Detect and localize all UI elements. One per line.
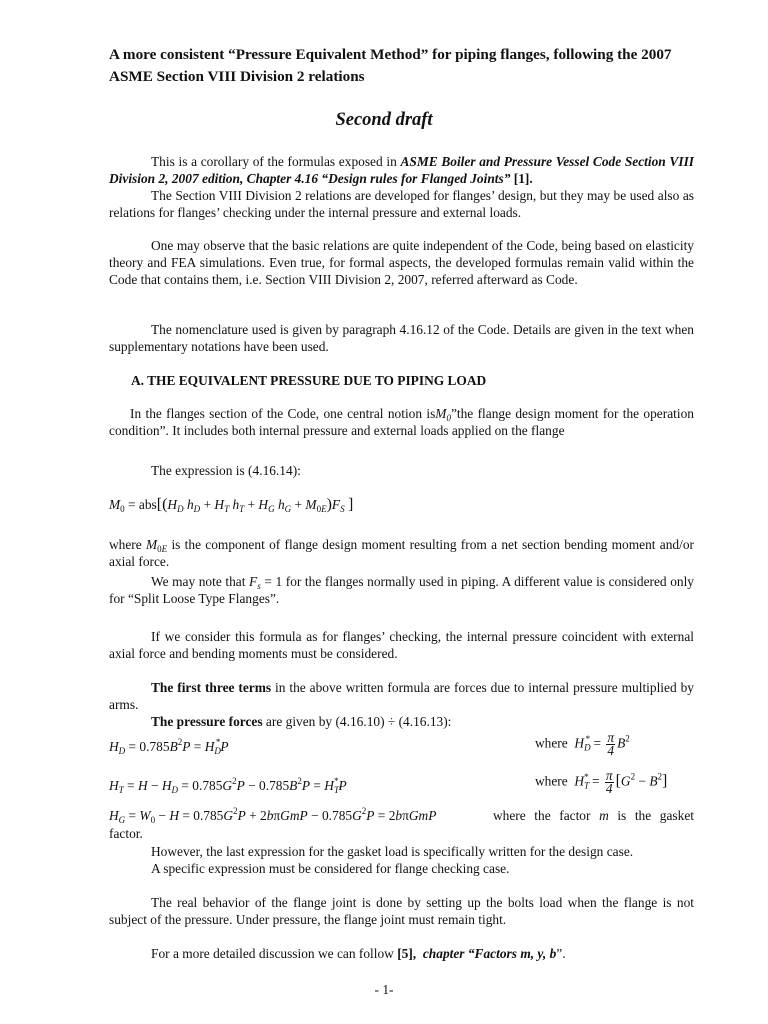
formula-m0: $M_0 = abs[(H_D$ $h_D + H_T$ $h_T + H_G$ $h_G + M_{0E})F_S$ ] — [109, 496, 354, 514]
formula-ht: $H_T = H - H_D = 0.785G^2P - 0.785B^2P = H_T^*P$ — [109, 776, 347, 795]
section-a-paragraph-6: The first three terms in the above written formula are forces due to internal pressure multiplied by arms. — [109, 680, 694, 712]
section-a-paragraph-8: However, the last expression for the gasket load is specifically written for the design case. — [151, 844, 634, 859]
formula-hg: $H_G = W_0 - H = 0.785G^2P + 2b\pi GmP - 0.785G^2P = 2b\pi GmP$ — [109, 806, 437, 825]
section-a-heading: A. THE EQUIVALENT PRESSURE DUE TO PIPING LOAD — [131, 373, 487, 388]
intro-paragraph-3: One may observe that the basic relations are quite independent of the Code, being based on elasticity theory and FEA simulations. Even true, for formal aspects, the developed formulas remain valid within the Code that contains them, i.e. Section VIII Division 2, 2007, referred afterward as Code. — [109, 238, 694, 287]
section-a-paragraph-9: A specific expression must be considered for flange checking case. — [151, 861, 510, 876]
document-subtitle: Second draft — [335, 110, 433, 130]
section-a-paragraph-11: For a more detailed discussion we can follow [5], chapter “Factors m, y, b”. — [151, 946, 566, 961]
section-a-paragraph-4: We may note that $F_s = 1$ for the flanges normally used in piping. A different value is considered only for “Split Loose Type Flanges”. — [109, 574, 695, 606]
formula-hd: $H_D = 0.785B^2P = H_D^*P$ — [109, 737, 229, 756]
m0-symbol: $M_0$ — [435, 406, 451, 423]
section-a-paragraph-3: where $M_{0E}$ is the component of flange design moment resulting from a net section bending moment and/or axial force. — [109, 537, 694, 569]
page-number: - 1- — [374, 982, 394, 997]
intro-paragraph-1: This is a corollary of the formulas exposed in ASME Boiler and Pressure Vessel Code Section VIII Division 2, 2007 edition, Chapter 4.16 “Design rules for Flanged Joints” [1]. — [109, 154, 694, 186]
section-a-paragraph-10: The real behavior of the flange joint is done by setting up the bolts load when the flange is not subject of the pressure. Under pressure, the flange joint must remain tight. — [109, 895, 694, 927]
gasket-factor-note: where the factor m is the gasket — [493, 808, 694, 823]
section-a-paragraph-1: In the flanges section of the Code, one central notion isM$_0$”the flange design moment for the operation condition”. It includes both internal pressure and external loads applied on the flange — [109, 406, 694, 438]
section-a-paragraph-2: The expression is (4.16.14): — [151, 463, 301, 478]
gasket-factor-note-cont: factor. — [109, 826, 143, 841]
intro-paragraph-2: The Section VIII Division 2 relations are developed for flanges’ design, but they may be used also as relations for flanges’ checking under the internal pressure and external loads. — [109, 188, 694, 220]
document-title: A more consistent “Pressure Equivalent Method” for piping flanges, following the 2007 ASME Section VIII Division 2 relations — [109, 46, 672, 85]
section-a-paragraph-5: If we consider this formula as for flanges’ checking, the internal pressure coincident with external axial force and bending moments must be considered. — [109, 629, 694, 661]
formula-ht-star: where $H_T^*$ = $\frac{\pi}{4}$ $[G^2 - B^2]$ — [535, 768, 668, 796]
formula-hd-star: where $H_D^*$ = $\frac{\pi}{4}$ $B^2$ — [535, 730, 630, 758]
section-a-paragraph-7: The pressure forces are given by (4.16.10) ÷ (4.16.13): — [151, 714, 452, 729]
intro-paragraph-4: The nomenclature used is given by paragraph 4.16.12 of the Code. Details are given in the text when supplementary notations have been used. — [109, 322, 694, 354]
